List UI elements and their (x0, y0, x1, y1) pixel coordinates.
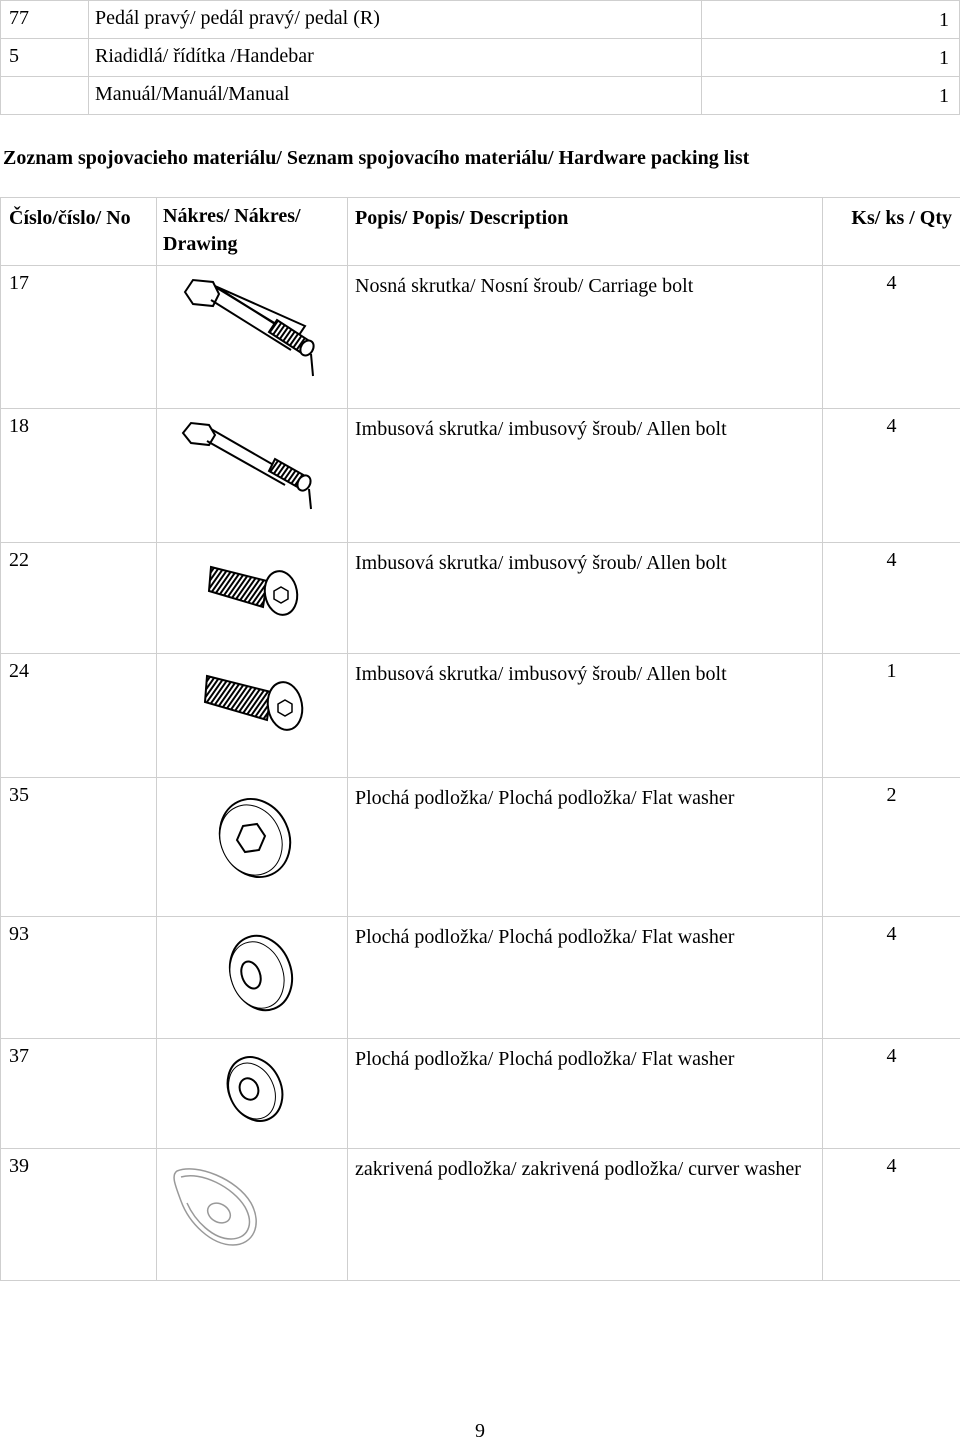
allen-bolt-short-icon (205, 551, 315, 621)
item-qty: 4 (823, 266, 960, 409)
part-description: Riadidlá/ řídítka /Handebar (89, 39, 702, 77)
table-row (1, 1149, 960, 1281)
item-qty: 1 (823, 654, 960, 778)
header-number: Číslo/číslo/ No (1, 198, 157, 266)
item-description: Imbusová skrutka/ imbusový šroub/ Allen bolt (348, 543, 823, 654)
flat-washer-icon (211, 792, 301, 882)
drawing-cell (157, 654, 348, 778)
table-row (1, 77, 960, 115)
table-row (1, 543, 960, 654)
parts-list-table (0, 0, 960, 115)
table-row (1, 39, 960, 77)
table-row (1, 654, 960, 778)
part-number (1, 77, 89, 115)
item-number: 93 (1, 917, 157, 1039)
table-row (1, 266, 960, 409)
flat-washer-icon (221, 929, 305, 1017)
item-qty: 4 (823, 409, 960, 543)
allen-bolt-short-icon (201, 660, 321, 736)
table-row (1, 917, 960, 1039)
item-number: 39 (1, 1149, 157, 1281)
item-description: Imbusová skrutka/ imbusový šroub/ Allen bolt (348, 409, 823, 543)
table-row (1, 409, 960, 543)
carriage-bolt-icon (179, 272, 339, 382)
item-number: 37 (1, 1039, 157, 1149)
header-description: Popis/ Popis/ Description (348, 198, 823, 266)
item-qty: 4 (823, 543, 960, 654)
part-description: Pedál pravý/ pedál pravý/ pedal (R) (89, 1, 702, 39)
part-qty: 1 (702, 77, 960, 115)
allen-bolt-long-icon (177, 415, 337, 515)
part-qty: 1 (702, 1, 960, 39)
item-description: Plochá podložka/ Plochá podložka/ Flat washer (348, 1039, 823, 1149)
drawing-cell (157, 1039, 348, 1149)
table-row (1, 778, 960, 917)
part-number: 5 (1, 39, 89, 77)
header-drawing: Nákres/ Nákres/ Drawing (157, 198, 348, 266)
table-row (1, 1, 960, 39)
item-number: 17 (1, 266, 157, 409)
table-row (1, 1039, 960, 1149)
page-number: 9 (475, 1420, 485, 1442)
part-number: 77 (1, 1, 89, 39)
curved-washer-icon (167, 1159, 267, 1251)
drawing-cell (157, 266, 348, 409)
flat-washer-icon (221, 1051, 291, 1129)
header-qty: Ks/ ks / Qty (823, 198, 960, 266)
item-description: Nosná skrutka/ Nosní šroub/ Carriage bolt (348, 266, 823, 409)
item-description: Plochá podložka/ Plochá podložka/ Flat washer (348, 778, 823, 917)
item-description: zakrivená podložka/ zakrivená podložka/ curver washer (348, 1149, 823, 1281)
hardware-list-heading: Zoznam spojovacieho materiálu/ Seznam spojovacího materiálu/ Hardware packing list (3, 147, 750, 169)
drawing-cell (157, 778, 348, 917)
drawing-cell (157, 1149, 348, 1281)
drawing-cell (157, 917, 348, 1039)
hardware-table (0, 197, 960, 1281)
item-description: Imbusová skrutka/ imbusový šroub/ Allen bolt (348, 654, 823, 778)
item-qty: 4 (823, 1039, 960, 1149)
drawing-cell (157, 543, 348, 654)
item-number: 18 (1, 409, 157, 543)
item-description: Plochá podložka/ Plochá podložka/ Flat washer (348, 917, 823, 1039)
item-qty: 4 (823, 1149, 960, 1281)
part-qty: 1 (702, 39, 960, 77)
part-description: Manuál/Manuál/Manual (89, 77, 702, 115)
item-qty: 2 (823, 778, 960, 917)
item-number: 35 (1, 778, 157, 917)
hardware-header-row (1, 198, 960, 266)
item-qty: 4 (823, 917, 960, 1039)
item-number: 24 (1, 654, 157, 778)
item-number: 22 (1, 543, 157, 654)
drawing-cell (157, 409, 348, 543)
